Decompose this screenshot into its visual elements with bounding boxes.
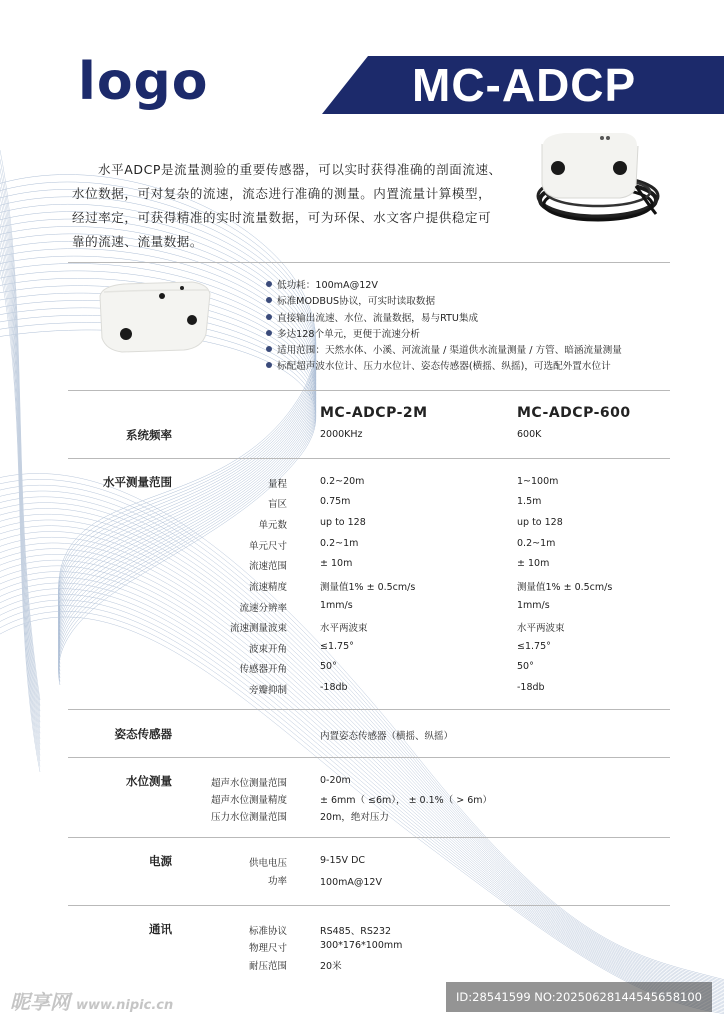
spec-value: 0.2~1m xyxy=(320,538,359,549)
feature-item: 低功耗：100mA@12V xyxy=(266,278,696,294)
spec-value: 内置姿态传感器（横摇、纵摇） xyxy=(320,731,454,742)
divider xyxy=(68,757,670,758)
spec-value: 测量值1% ± 0.5cm/s xyxy=(517,582,613,593)
spec-value: ≤1.75° xyxy=(517,641,551,652)
feature-item: 标配超声波水位计、压力水位计、姿态传感器(横摇、纵摇)，可选配外置水位计 xyxy=(266,359,696,375)
divider xyxy=(68,837,670,838)
feature-item: 适用范围：天然水体、小溪、河流流量 / 渠道供水流量测量 / 方管、暗涵流量测量 xyxy=(266,343,696,359)
spec-value: 50° xyxy=(320,661,337,672)
spec-value: 0.2~20m xyxy=(320,476,365,487)
spec-value: 9-15V DC xyxy=(320,855,366,866)
divider xyxy=(68,390,670,391)
spec-value: -18db xyxy=(517,682,545,693)
bullet-icon xyxy=(266,297,272,303)
product-photo-secondary xyxy=(96,278,216,358)
bullet-icon xyxy=(266,346,272,352)
spec-value: 测量值1% ± 0.5cm/s xyxy=(320,582,416,593)
feature-item: 标准MODBUS协议，可实时读取数据 xyxy=(266,294,696,310)
spec-value: 水平两波束 xyxy=(320,623,368,634)
section-horizontal-range: 水平测量范围 xyxy=(103,475,172,489)
spec-label: 单元数 xyxy=(258,520,287,531)
spec-label: 单元尺寸 xyxy=(248,541,287,552)
bullet-icon xyxy=(266,281,272,287)
watermark-site: 昵享网 www.nipic.cn xyxy=(10,990,174,1014)
spec-value: 100mA@12V xyxy=(320,877,382,888)
spec-label: 流速范围 xyxy=(248,561,287,572)
spec-value: 1~100m xyxy=(517,476,559,487)
watermark-id: ID:28541599 NO:20250628144545658100 xyxy=(446,982,712,1012)
wave-line xyxy=(0,497,724,989)
product-photo-main xyxy=(524,126,664,232)
feature-list xyxy=(266,278,696,376)
bullet-icon xyxy=(266,362,272,368)
spec-label: 供电电压 xyxy=(248,858,287,869)
spec-label: 流速精度 xyxy=(248,582,287,593)
spec-value: 20米 xyxy=(320,961,342,972)
section-attitude-sensor: 姿态传感器 xyxy=(114,727,172,741)
spec-value: ± 10m xyxy=(517,558,550,569)
intro-paragraph: 水平ADCP是流量测验的重要传感器，可以实时获得准确的剖面流速、水位数据，可对复杂的流速，流态进行准确的测量。内置流量计算模型，经过率定，可获得精准的实时流量数据，可为环保、水文客户提供稳定可靠的流速、流量数据。 xyxy=(72,162,502,249)
bullet-icon xyxy=(266,314,272,320)
spec-label: 功率 xyxy=(267,876,287,887)
bullet-icon xyxy=(266,330,272,336)
spec-label: 压力水位测量范围 xyxy=(210,812,287,823)
spec-value: 600K xyxy=(517,429,542,440)
logo: logo xyxy=(78,52,209,112)
spec-label: 流速分辨率 xyxy=(239,603,287,614)
spec-value: up to 128 xyxy=(320,517,366,528)
section-system-frequency: 系统频率 xyxy=(126,428,172,442)
spec-value: RS485、RS232 xyxy=(320,926,392,937)
spec-value: ≤1.75° xyxy=(320,641,354,652)
divider xyxy=(68,709,670,710)
wave-line xyxy=(0,503,724,991)
product-title: MC-ADCP xyxy=(412,59,637,111)
spec-value: 0.2~1m xyxy=(517,538,556,549)
spec-value: 1.5m xyxy=(517,496,542,507)
spec-label: 耐压范围 xyxy=(248,961,287,972)
spec-label: 量程 xyxy=(267,479,287,490)
spec-value: 水平两波束 xyxy=(517,623,565,634)
spec-value: 300*176*100mm xyxy=(320,940,403,951)
divider xyxy=(68,905,670,906)
spec-label: 物理尺寸 xyxy=(248,943,287,954)
model-heading-1: MC-ADCP-2M xyxy=(320,405,428,421)
spec-label: 盲区 xyxy=(267,499,287,510)
section-water-level: 水位测量 xyxy=(126,774,172,788)
divider xyxy=(68,262,670,263)
section-communication: 通讯 xyxy=(149,922,172,936)
spec-label: 传感器开角 xyxy=(239,664,287,675)
feature-item: 多达128个单元，更便于流速分析 xyxy=(266,327,696,343)
spec-value: 0.75m xyxy=(320,496,351,507)
spec-label: 标准协议 xyxy=(248,926,287,937)
divider xyxy=(68,458,670,459)
spec-label: 超声水位测量范围 xyxy=(210,778,287,789)
spec-label: 旁瓣抑制 xyxy=(248,685,287,696)
spec-label: 流速测量波束 xyxy=(229,623,287,634)
spec-value: ± 6mm（ ≤6m）， ± 0.1%（ > 6m） xyxy=(320,795,492,806)
feature-item: 直接输出流速、水位、流量数据，易与RTU集成 xyxy=(266,311,696,327)
spec-value: -18db xyxy=(320,682,348,693)
spec-value: up to 128 xyxy=(517,517,563,528)
spec-value: ± 10m xyxy=(320,558,353,569)
section-power: 电源 xyxy=(149,854,172,868)
spec-value: 50° xyxy=(517,661,534,672)
spec-value: 1mm/s xyxy=(517,600,550,611)
spec-value: 20m，绝对压力 xyxy=(320,812,389,823)
spec-label: 波束开角 xyxy=(248,644,287,655)
spec-value: 1mm/s xyxy=(320,600,353,611)
spec-label: 超声水位测量精度 xyxy=(210,795,287,806)
model-heading-2: MC-ADCP-600 xyxy=(517,405,631,421)
spec-value: 2000KHz xyxy=(320,429,363,440)
spec-value: 0-20m xyxy=(320,775,351,786)
